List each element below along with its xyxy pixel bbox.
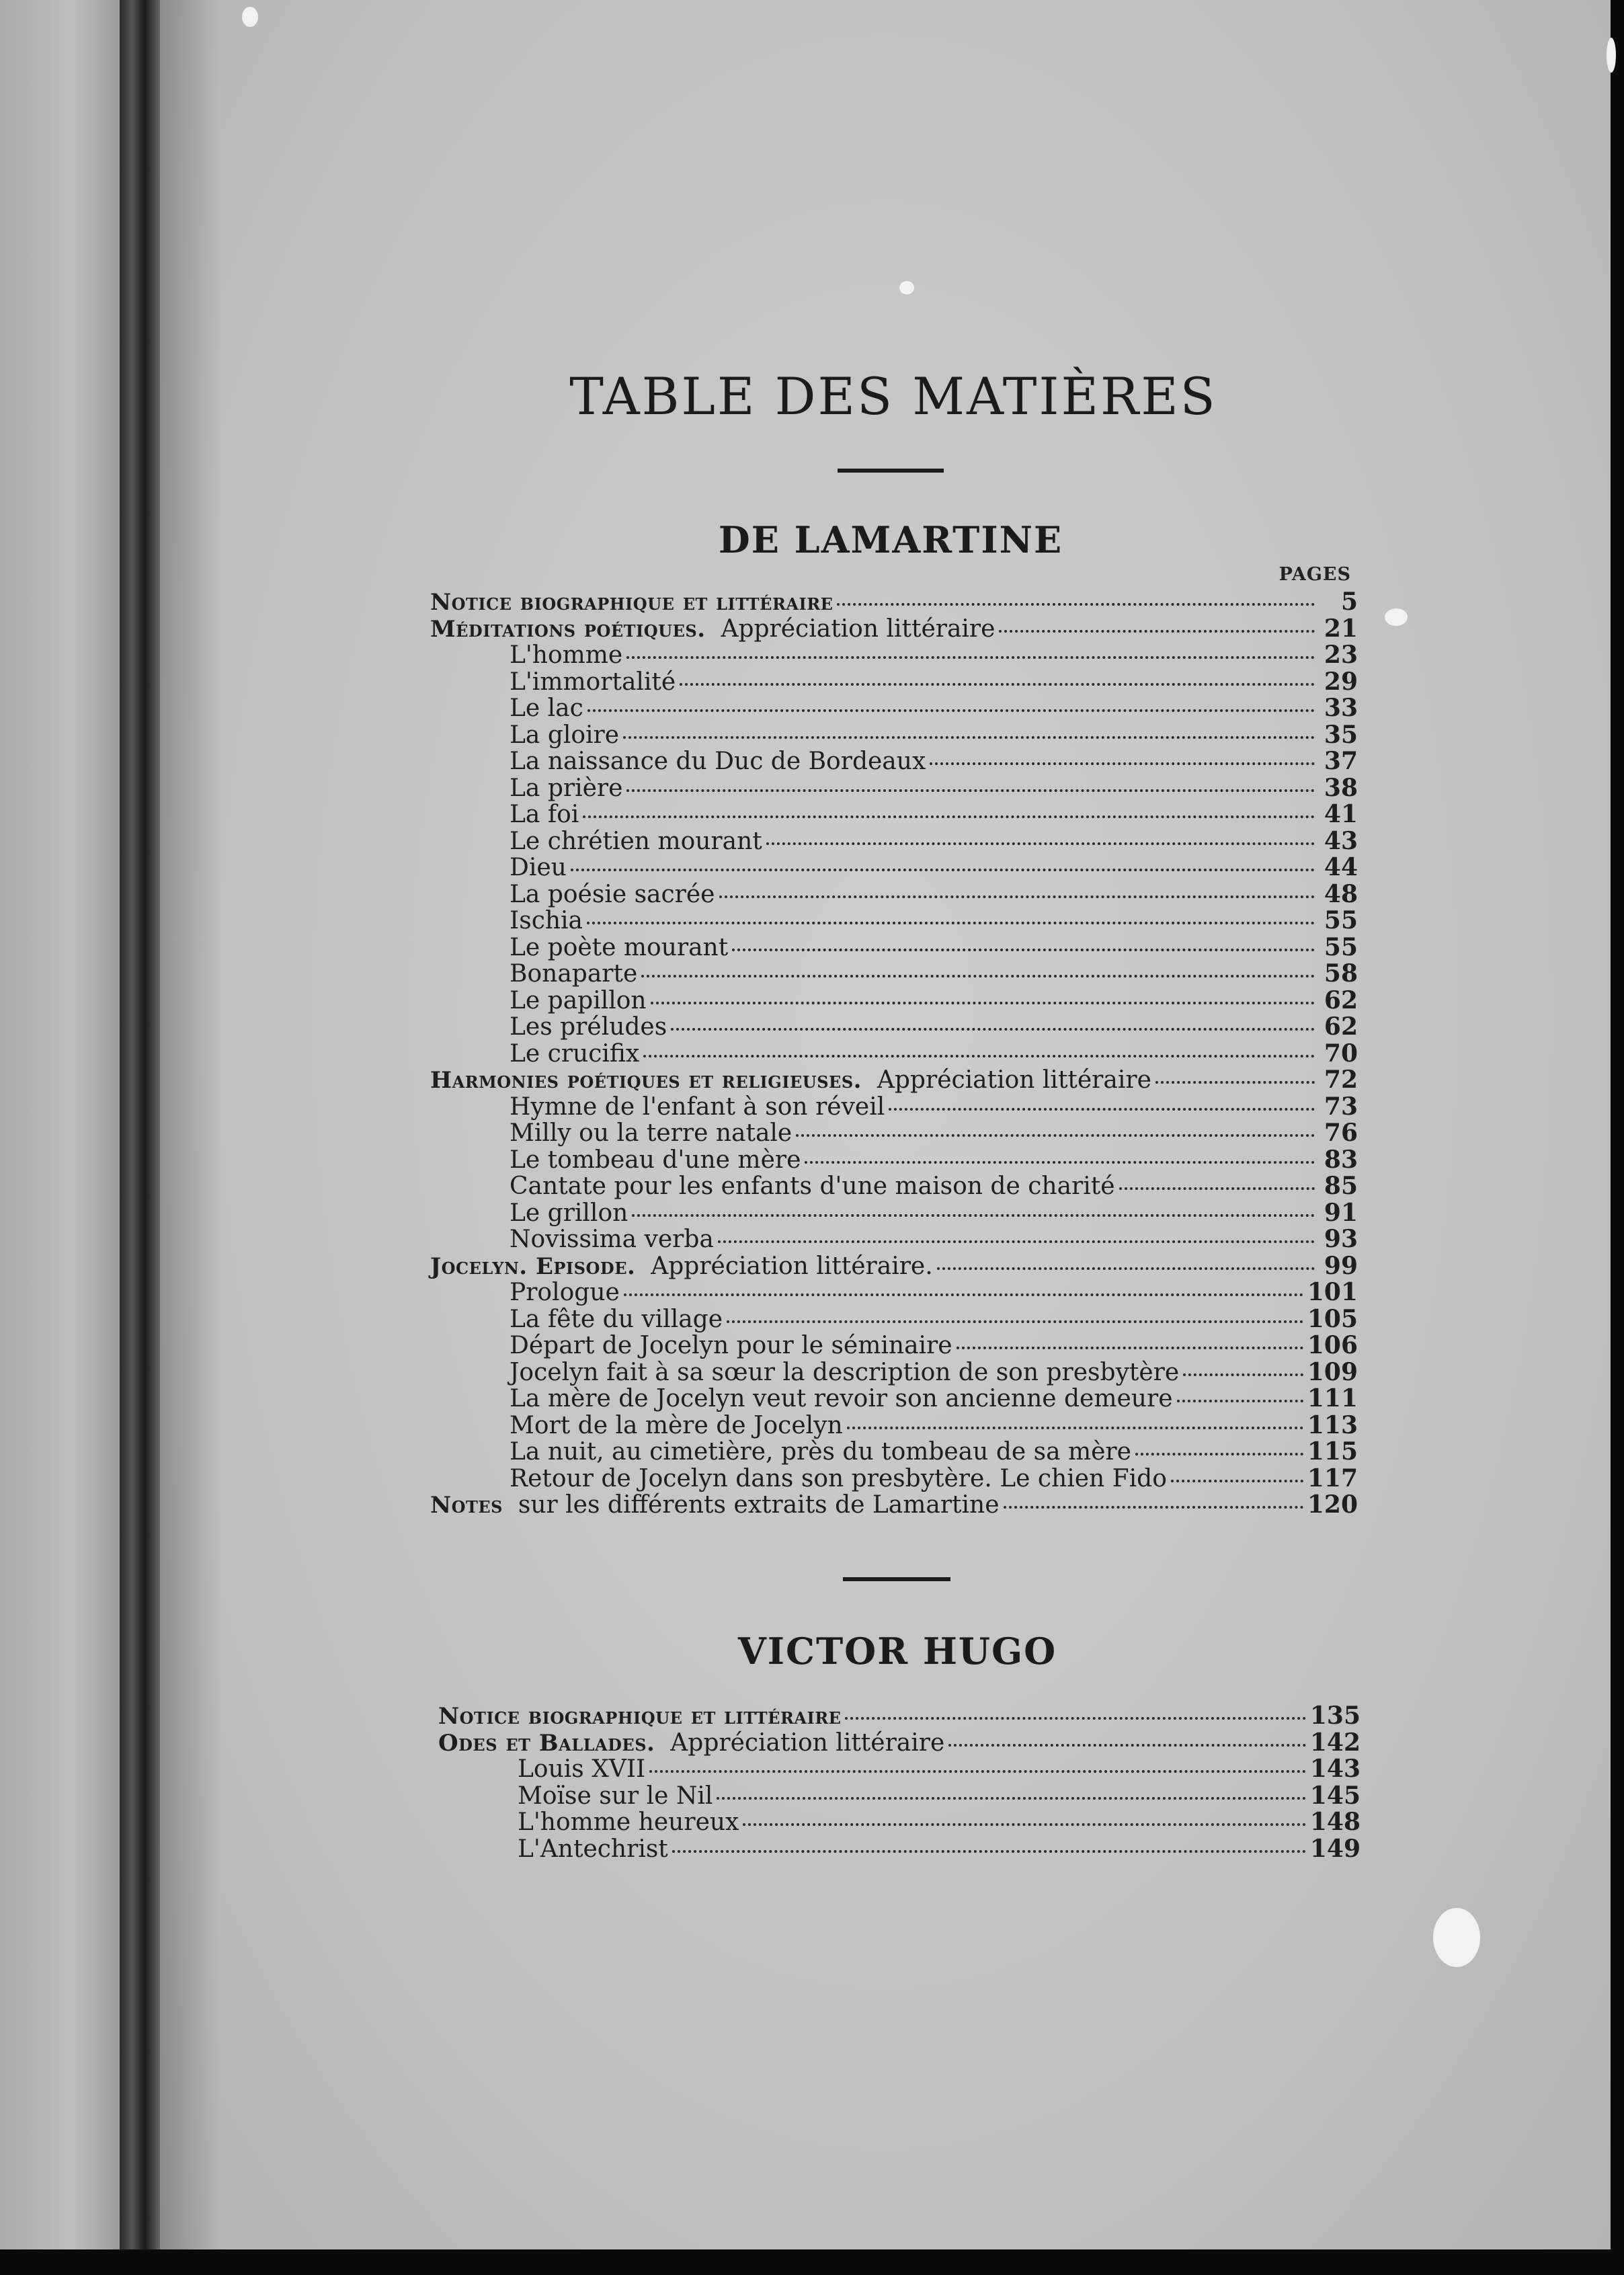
toc-entry-label bbox=[510, 722, 619, 749]
toc-entry-title: Dieu bbox=[510, 854, 567, 881]
page-number: 109 bbox=[1307, 1357, 1358, 1386]
page-number: 83 bbox=[1324, 1145, 1358, 1174]
toc-entry-title: Moïse sur le Nil bbox=[518, 1782, 713, 1810]
toc-entry bbox=[430, 695, 1358, 722]
toc-entry-title: Hymne de l'enfant à son réveil bbox=[510, 1092, 885, 1121]
toc-lamartine bbox=[430, 589, 1358, 1519]
toc-entry bbox=[430, 881, 1358, 908]
page-number: 37 bbox=[1324, 747, 1358, 775]
page-number: 5 bbox=[1340, 588, 1358, 616]
dot-leader bbox=[889, 1108, 1315, 1111]
toc-entry-title: Départ de Jocelyn pour le séminaire bbox=[510, 1332, 952, 1359]
page-number: 43 bbox=[1324, 826, 1358, 855]
toc-entry-title: Le chrétien mourant bbox=[510, 827, 762, 855]
toc-entry bbox=[430, 1226, 1358, 1253]
toc-entry bbox=[430, 722, 1358, 749]
dot-leader bbox=[847, 1427, 1303, 1429]
page-number: 111 bbox=[1307, 1384, 1358, 1412]
page-number: 62 bbox=[1324, 986, 1358, 1014]
page-number: 72 bbox=[1324, 1066, 1358, 1094]
toc-entry-label bbox=[510, 881, 715, 908]
page-number: 99 bbox=[1324, 1251, 1358, 1280]
toc-entry-title: Le poète mourant bbox=[510, 933, 729, 961]
page-number: 35 bbox=[1324, 720, 1358, 749]
toc-entry bbox=[430, 854, 1358, 881]
toc-entry-heading: Odes et Ballades. bbox=[438, 1729, 655, 1757]
toc-entry bbox=[430, 1492, 1358, 1519]
toc-entry-title: La poésie sacrée bbox=[510, 880, 715, 908]
toc-entry bbox=[430, 1359, 1358, 1386]
page-number: 145 bbox=[1309, 1781, 1361, 1810]
dot-leader bbox=[626, 789, 1315, 792]
page-title: TABLE DES MATIÈRES bbox=[569, 366, 1217, 426]
page-number: 142 bbox=[1309, 1728, 1361, 1757]
dot-leader bbox=[583, 815, 1315, 818]
toc-entry-title: Ischia bbox=[510, 907, 583, 934]
toc-entry bbox=[430, 589, 1358, 616]
dot-leader bbox=[623, 736, 1315, 739]
toc-entry-title: Appréciation littéraire bbox=[877, 1066, 1151, 1094]
toc-entry bbox=[430, 616, 1358, 643]
toc-entry-title: Retour de Jocelyn dans son presbytère. Le chien Fido bbox=[510, 1464, 1167, 1492]
toc-entry bbox=[438, 1809, 1361, 1836]
dot-leader bbox=[1171, 1480, 1303, 1482]
toc-entry-title: Le lac bbox=[510, 694, 583, 722]
toc-entry-title: Novissima verba bbox=[510, 1226, 714, 1253]
dot-leader bbox=[717, 1797, 1305, 1800]
toc-entry-label bbox=[510, 1120, 792, 1147]
paper-speck bbox=[1607, 38, 1616, 73]
toc-entry-title: Le papillon bbox=[510, 986, 647, 1014]
paper-speck bbox=[1433, 1908, 1480, 1967]
toc-entry bbox=[430, 1120, 1358, 1147]
page-number: 73 bbox=[1324, 1092, 1358, 1121]
section-rule bbox=[843, 1577, 950, 1581]
page-number: 38 bbox=[1324, 773, 1358, 802]
dot-leader bbox=[641, 975, 1315, 977]
toc-entry-title: Prologue bbox=[510, 1279, 620, 1306]
toc-entry-heading: Notice biographique et littéraire bbox=[430, 589, 834, 616]
toc-entry-label bbox=[510, 748, 926, 775]
page-number: 143 bbox=[1309, 1755, 1361, 1783]
toc-entry bbox=[430, 1306, 1358, 1333]
dot-leader bbox=[651, 1002, 1315, 1004]
toc-entry-label bbox=[430, 1492, 1000, 1519]
toc-entry-label bbox=[510, 1359, 1179, 1386]
dot-leader bbox=[649, 1770, 1306, 1773]
dot-leader bbox=[732, 949, 1315, 951]
page-number: 62 bbox=[1324, 1012, 1358, 1041]
toc-entry bbox=[438, 1836, 1361, 1863]
dot-leader bbox=[837, 603, 1315, 606]
toc-entry bbox=[430, 1173, 1358, 1200]
page-number: 106 bbox=[1307, 1331, 1358, 1359]
toc-entry-label bbox=[510, 1147, 801, 1174]
dot-leader bbox=[937, 1267, 1315, 1270]
pages-column-header: PAGES bbox=[1278, 564, 1351, 585]
dot-leader bbox=[1119, 1187, 1315, 1190]
toc-entry bbox=[430, 961, 1358, 988]
dot-leader bbox=[587, 709, 1315, 712]
toc-entry-title: Mort de la mère de Jocelyn bbox=[510, 1411, 843, 1439]
toc-entry-label bbox=[518, 1783, 713, 1810]
page-number: 101 bbox=[1307, 1278, 1358, 1306]
paper-speck bbox=[242, 7, 258, 27]
toc-entry-heading: Notes bbox=[430, 1492, 503, 1519]
toc-entry-label bbox=[510, 1041, 639, 1068]
dot-leader bbox=[743, 1823, 1305, 1826]
toc-entry-title: La prière bbox=[510, 774, 623, 802]
toc-entry bbox=[430, 1386, 1358, 1412]
toc-entry-label bbox=[510, 1094, 885, 1121]
toc-entry-label bbox=[518, 1809, 739, 1836]
dot-leader bbox=[719, 895, 1315, 898]
page-number: 76 bbox=[1324, 1119, 1358, 1147]
toc-entry bbox=[430, 988, 1358, 1014]
toc-entry-label bbox=[510, 642, 622, 669]
toc-entry-title: La mère de Jocelyn veut revoir son ancienne demeure bbox=[510, 1385, 1173, 1412]
toc-entry bbox=[430, 642, 1358, 669]
toc-entry bbox=[430, 1439, 1358, 1466]
toc-entry bbox=[430, 1067, 1358, 1094]
toc-entry-label bbox=[510, 961, 637, 988]
page-number: 55 bbox=[1324, 906, 1358, 934]
toc-entry-title: Jocelyn fait à sa sœur la description de son presbytère bbox=[510, 1358, 1180, 1386]
page-number: 93 bbox=[1324, 1225, 1358, 1253]
page-number: 41 bbox=[1324, 800, 1358, 828]
toc-entry-title: Le tombeau d'une mère bbox=[510, 1146, 801, 1174]
toc-entry-heading: Harmonies poétiques et religieuses. bbox=[430, 1067, 862, 1094]
dot-leader bbox=[671, 1028, 1315, 1031]
section-title-lamartine: DE LAMARTINE bbox=[718, 518, 1063, 561]
toc-entry bbox=[430, 828, 1358, 855]
toc-entry-title: Milly ou la terre natale bbox=[510, 1119, 793, 1147]
toc-entry-label bbox=[510, 1306, 723, 1333]
dot-leader bbox=[571, 869, 1315, 871]
page-number: 148 bbox=[1309, 1808, 1361, 1836]
dot-leader bbox=[957, 1347, 1303, 1349]
toc-entry bbox=[430, 908, 1358, 934]
toc-entry bbox=[430, 1466, 1358, 1492]
toc-entry-label bbox=[510, 1412, 843, 1439]
toc-victor-hugo bbox=[438, 1703, 1361, 1862]
toc-entry-label bbox=[510, 1226, 714, 1253]
toc-entry-label bbox=[510, 1279, 620, 1306]
toc-entry-label bbox=[510, 1466, 1167, 1492]
toc-entry-label bbox=[438, 1730, 944, 1757]
page-number: 113 bbox=[1307, 1410, 1358, 1439]
toc-entry bbox=[430, 775, 1358, 802]
toc-entry bbox=[438, 1703, 1361, 1730]
toc-entry-label bbox=[510, 1200, 628, 1227]
toc-entry-title: L'Antechrist bbox=[518, 1835, 668, 1863]
toc-entry-title: L'homme heureux bbox=[518, 1808, 739, 1836]
toc-entry-title: Le grillon bbox=[510, 1199, 628, 1227]
page-number: 85 bbox=[1324, 1172, 1358, 1200]
toc-entry-label bbox=[510, 1386, 1173, 1412]
toc-entry-label bbox=[510, 1014, 667, 1041]
page-number: 120 bbox=[1307, 1490, 1358, 1519]
toc-entry-label bbox=[510, 934, 728, 961]
dot-leader bbox=[999, 630, 1315, 633]
toc-entry-label bbox=[510, 988, 647, 1014]
scan-right-border bbox=[1611, 0, 1624, 2275]
paper-speck bbox=[899, 281, 914, 294]
dot-leader bbox=[680, 683, 1315, 686]
dot-leader bbox=[587, 922, 1315, 924]
toc-entry bbox=[430, 669, 1358, 696]
toc-entry bbox=[430, 1253, 1358, 1280]
dot-leader bbox=[643, 1055, 1315, 1057]
page-number: 29 bbox=[1324, 667, 1358, 696]
page-number: 117 bbox=[1307, 1464, 1358, 1492]
page-gutter-shadow bbox=[160, 0, 220, 2249]
page-number: 21 bbox=[1324, 614, 1358, 643]
toc-entry bbox=[430, 1200, 1358, 1227]
page-number: 48 bbox=[1324, 879, 1358, 908]
toc-entry-label bbox=[430, 1067, 1151, 1094]
toc-entry-heading: Jocelyn. Episode. bbox=[430, 1252, 636, 1280]
toc-entry-label bbox=[510, 669, 676, 696]
toc-entry-label bbox=[510, 775, 622, 802]
page-number: 44 bbox=[1324, 853, 1358, 881]
toc-entry bbox=[438, 1730, 1361, 1757]
toc-entry-title: La nuit, au cimetière, près du tombeau de sa mère bbox=[510, 1438, 1131, 1466]
toc-entry-title: La foi bbox=[510, 801, 579, 828]
toc-entry-label bbox=[438, 1703, 841, 1730]
page-number: 135 bbox=[1309, 1702, 1361, 1730]
dot-leader bbox=[727, 1320, 1303, 1323]
dot-leader bbox=[796, 1134, 1315, 1137]
toc-entry bbox=[430, 1412, 1358, 1439]
dot-leader bbox=[626, 656, 1315, 659]
scan-left-edge bbox=[0, 0, 121, 2275]
title-rule bbox=[838, 469, 944, 473]
toc-entry-title: La naissance du Duc de Bordeaux bbox=[510, 748, 926, 775]
toc-entry-label bbox=[510, 1439, 1131, 1466]
toc-entry bbox=[430, 934, 1358, 961]
dot-leader bbox=[766, 842, 1315, 845]
page-number: 23 bbox=[1324, 641, 1358, 669]
toc-entry-title: Appréciation littéraire bbox=[670, 1728, 945, 1757]
toc-entry-label bbox=[510, 695, 583, 722]
dot-leader bbox=[1177, 1400, 1303, 1402]
toc-entry-title: L'immortalité bbox=[510, 668, 676, 696]
toc-entry-label bbox=[430, 616, 995, 643]
dot-leader bbox=[1135, 1453, 1303, 1455]
dot-leader bbox=[718, 1240, 1315, 1243]
section-title-victor-hugo: VICTOR HUGO bbox=[737, 1630, 1057, 1673]
page-number: 55 bbox=[1324, 932, 1358, 961]
dot-leader bbox=[930, 762, 1315, 765]
page-number: 149 bbox=[1309, 1834, 1361, 1863]
toc-entry-label bbox=[510, 828, 762, 855]
toc-entry-title: Louis XVII bbox=[518, 1755, 646, 1783]
dot-leader bbox=[672, 1850, 1306, 1853]
toc-entry-label bbox=[518, 1756, 645, 1783]
toc-entry bbox=[430, 1041, 1358, 1068]
toc-entry-heading: Notice biographique et littéraire bbox=[438, 1703, 842, 1730]
toc-entry-label bbox=[510, 1173, 1115, 1200]
dot-leader bbox=[845, 1717, 1305, 1720]
dot-leader bbox=[805, 1161, 1315, 1164]
toc-entry bbox=[430, 748, 1358, 775]
toc-entry-title: Bonaparte bbox=[510, 960, 638, 988]
toc-entry bbox=[430, 1332, 1358, 1359]
page-number: 115 bbox=[1307, 1437, 1358, 1466]
toc-entry-title: Le crucifix bbox=[510, 1039, 640, 1068]
toc-entry-title: Appréciation littéraire. bbox=[651, 1252, 933, 1280]
toc-entry bbox=[430, 1279, 1358, 1306]
dot-leader bbox=[632, 1214, 1315, 1217]
toc-entry-title: Les préludes bbox=[510, 1013, 667, 1041]
dot-leader bbox=[624, 1293, 1303, 1296]
page-number: 58 bbox=[1324, 959, 1358, 988]
toc-entry bbox=[430, 1014, 1358, 1041]
book-spine bbox=[120, 0, 161, 2275]
toc-entry bbox=[438, 1783, 1361, 1810]
dot-leader bbox=[1155, 1081, 1315, 1084]
toc-entry-label bbox=[518, 1836, 668, 1863]
toc-entry-label bbox=[510, 801, 579, 828]
toc-entry-label bbox=[510, 1332, 952, 1359]
dot-leader bbox=[948, 1744, 1306, 1747]
toc-entry bbox=[430, 1094, 1358, 1121]
dot-leader bbox=[1183, 1373, 1303, 1376]
toc-entry bbox=[430, 801, 1358, 828]
page-number: 70 bbox=[1324, 1039, 1358, 1068]
toc-entry-title: sur les différents extraits de Lamartine bbox=[518, 1491, 1000, 1519]
toc-entry-heading: Méditations poétiques. bbox=[430, 615, 706, 643]
toc-entry bbox=[438, 1756, 1361, 1783]
toc-entry-label bbox=[510, 854, 567, 881]
page-number: 105 bbox=[1307, 1304, 1358, 1333]
toc-entry-label bbox=[430, 1253, 933, 1281]
scan-bottom-border bbox=[0, 2249, 1624, 2275]
toc-entry-title: Cantate pour les enfants d'une maison de charité bbox=[510, 1172, 1115, 1200]
paper-speck bbox=[1385, 608, 1408, 626]
page-number: 33 bbox=[1324, 694, 1358, 722]
page-number: 91 bbox=[1324, 1198, 1358, 1227]
dot-leader bbox=[1004, 1506, 1303, 1509]
toc-entry-label bbox=[510, 908, 583, 934]
toc-entry bbox=[430, 1147, 1358, 1174]
toc-entry-title: La fête du village bbox=[510, 1305, 723, 1333]
toc-entry-title: L'homme bbox=[510, 641, 623, 669]
toc-entry-title: La gloire bbox=[510, 721, 620, 749]
toc-entry-label bbox=[430, 589, 833, 616]
toc-entry-title: Appréciation littéraire bbox=[721, 614, 996, 643]
